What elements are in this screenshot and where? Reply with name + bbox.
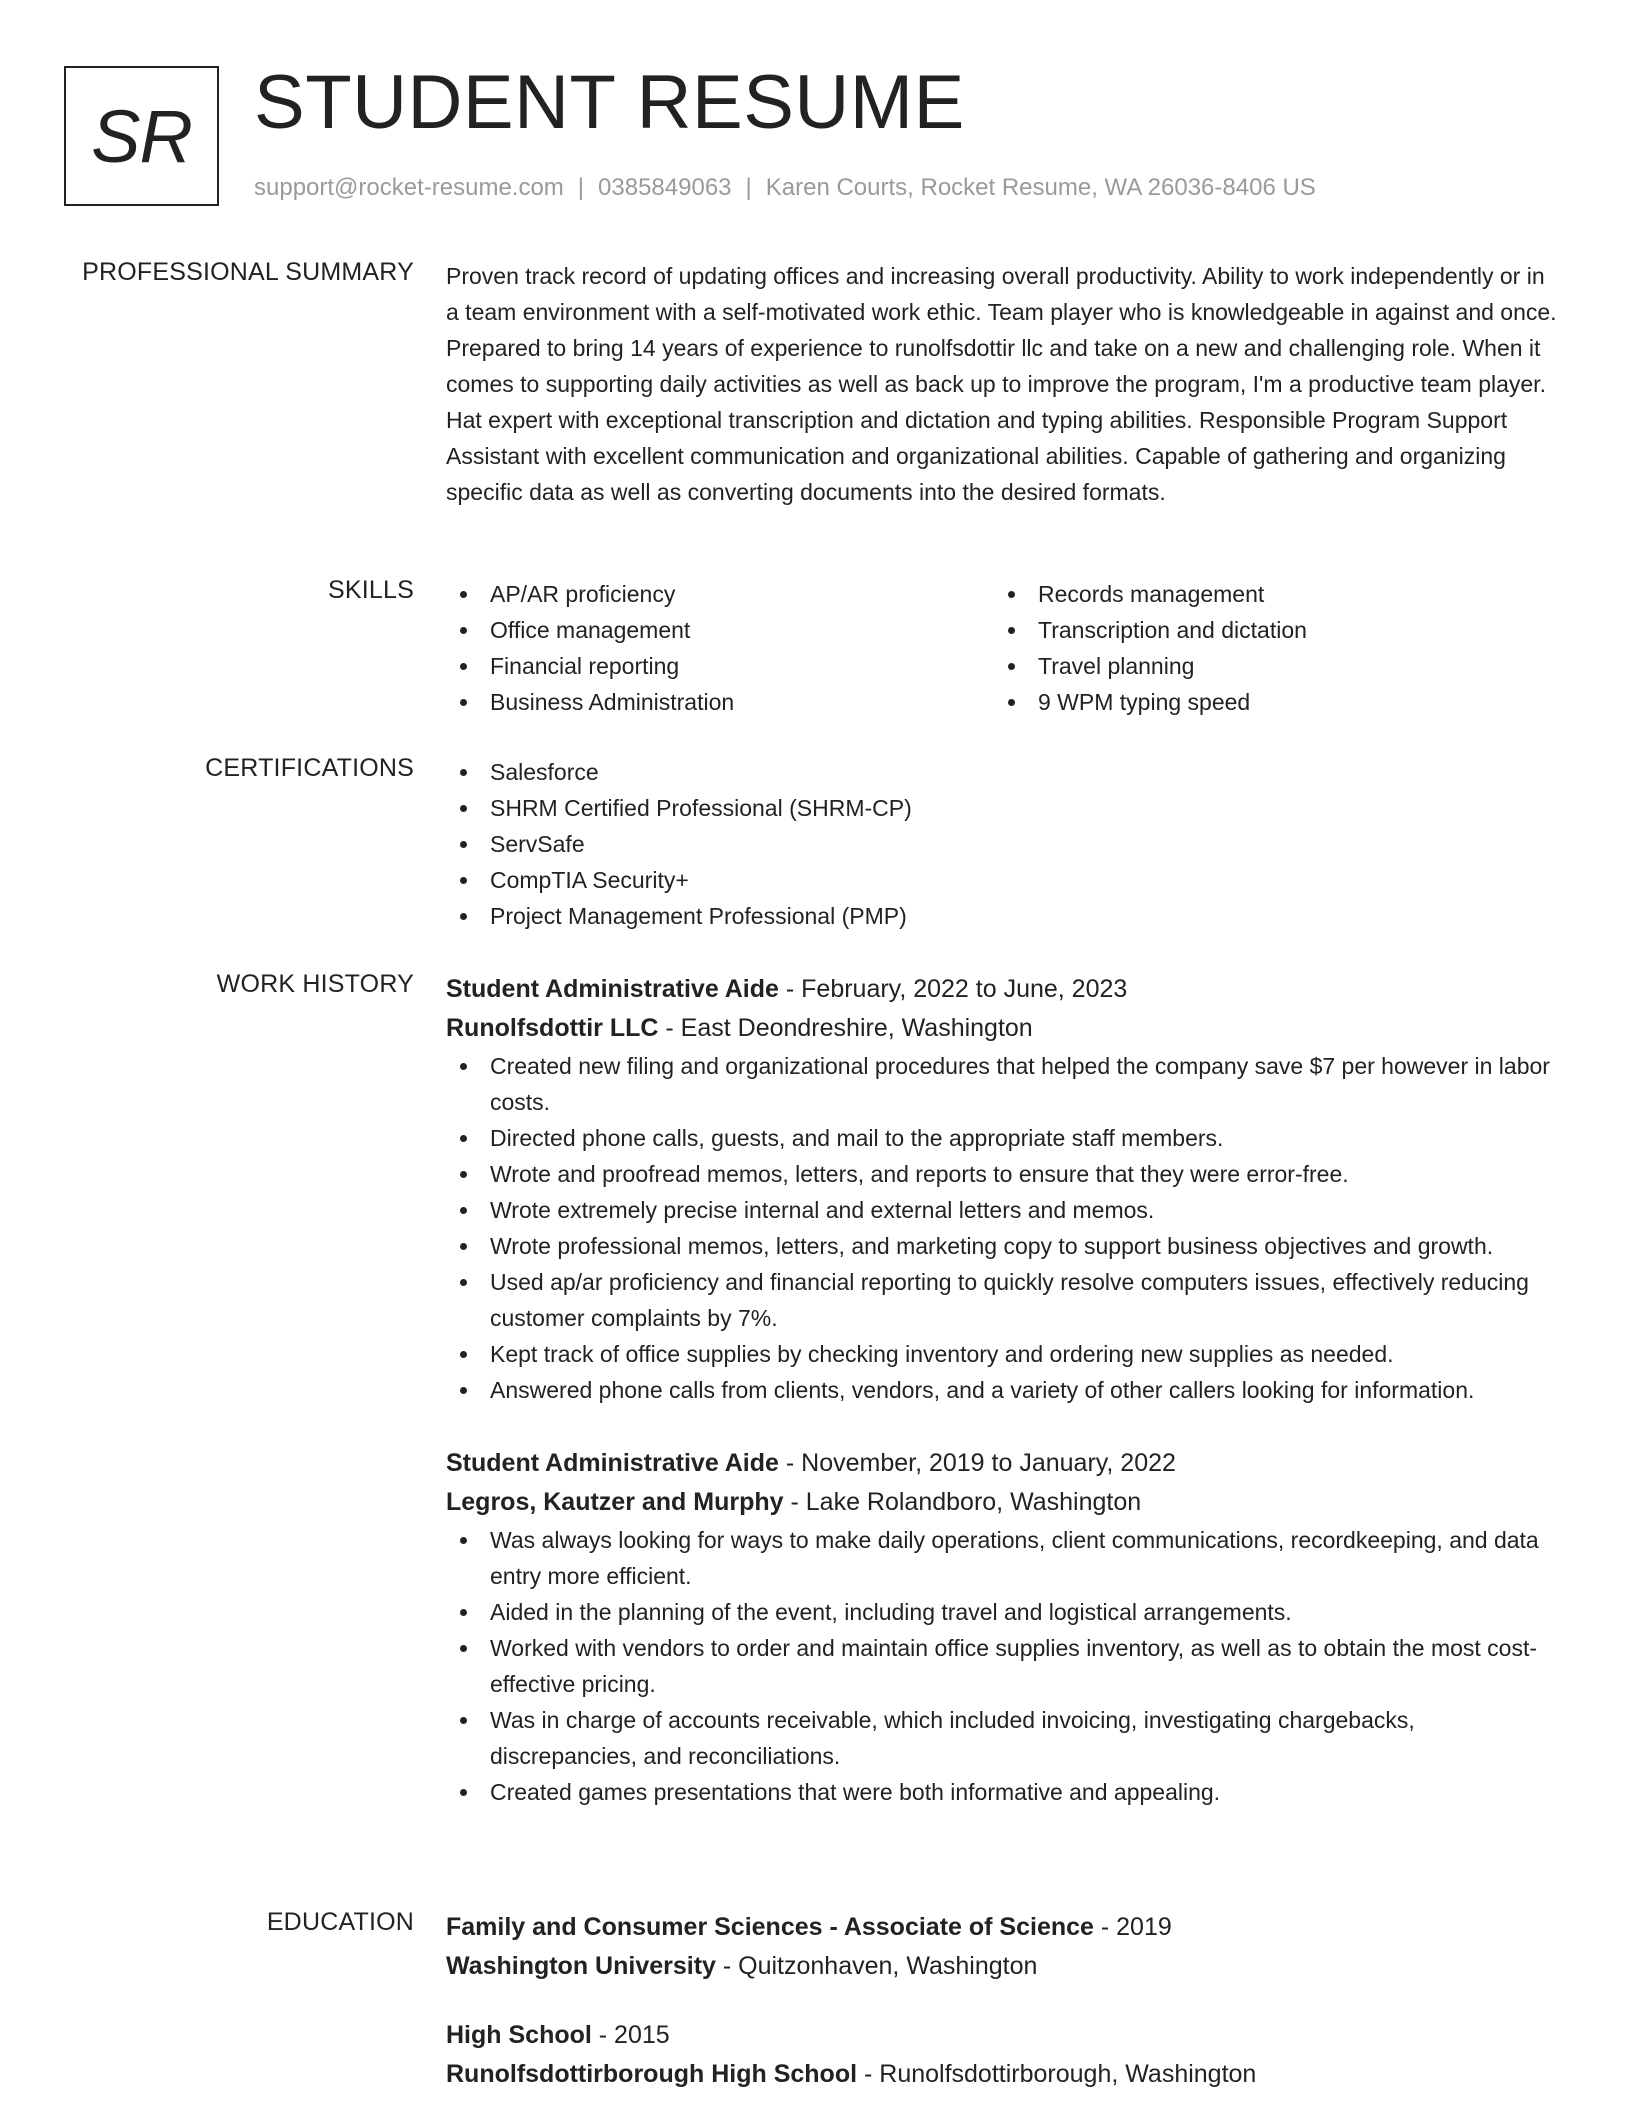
section-heading-summary: PROFESSIONAL SUMMARY [82,258,414,286]
job-bullet: Was in charge of accounts receivable, which included invoicing, investigating chargebacks, discrepancies, and reconciliations. [446,1702,1561,1774]
job-entry [446,970,1561,1408]
school-name: Runolfsdottirborough High School [446,2060,858,2088]
school-name: Washington University [446,1952,716,1980]
job-bullet: Aided in the planning of the event, including travel and logistical arrangements. [446,1594,1561,1630]
job-bullets [446,1522,1561,1810]
summary-text: Proven track record of updating offices and increasing overall productivity. Ability to work independently or in a team environment with a self-motivated work ethic. Team player who is knowledgeable in against and once. Prepared to bring 14 years of experience to runolfsdottir llc and take on a new and challenging role. When it comes to supporting daily activities as well as back up to improve the program, I'm a productive team player. Hat expert with exceptional transcription and dictation and typing abilities. Responsible Program Support Assistant with excellent communication and organizational abilities. Capable of gathering and organizing specific data as well as converting documents into the desired formats. [446,263,1557,505]
job-company-line [446,1009,1561,1048]
skill-item: Office management [446,612,994,648]
contact-phone[interactable]: 0385849063 [598,174,732,201]
contact-separator: | [577,174,585,201]
education-entry [446,2016,1561,2094]
school-location: - Quitzonhaven, Washington [715,1952,1038,1980]
job-dates: - November, 2019 to January, 2022 [778,1449,1176,1477]
skill-item: AP/AR proficiency [446,576,994,612]
certification-item: SHRM Certified Professional (SHRM-CP) [446,790,1561,826]
school-line [446,2055,1561,2094]
job-company-line [446,1483,1561,1522]
skill-item: 9 WPM typing speed [994,684,1542,720]
job-title: Student Administrative Aide [446,1449,779,1477]
section-heading-certifications: CERTIFICATIONS [205,754,414,782]
monogram-text: SR [91,94,192,178]
job-bullet: Wrote and proofread memos, letters, and reports to ensure that they were error-free. [446,1156,1561,1192]
education-entry [446,1908,1561,1986]
certification-item: CompTIA Security+ [446,862,1561,898]
job-location: - East Deondreshire, Washington [658,1014,1033,1042]
degree-name: Family and Consumer Sciences - Associate of Science [446,1913,1094,1941]
degree-line [446,2016,1561,2055]
degree-line [446,1908,1561,1947]
resume-title: STUDENT RESUME [254,60,965,145]
skill-item: Travel planning [994,648,1542,684]
job-title-line [446,970,1561,1009]
job-bullets [446,1048,1561,1408]
job-title-line [446,1444,1561,1483]
skill-item: Transcription and dictation [994,612,1542,648]
job-company: Runolfsdottir LLC [446,1014,659,1042]
job-bullet: Kept track of office supplies by checking inventory and ordering new supplies as needed. [446,1336,1561,1372]
job-location: - Lake Rolandboro, Washington [783,1488,1142,1516]
degree-year: - 2015 [591,2021,670,2049]
job-bullet: Used ap/ar proficiency and financial reporting to quickly resolve computers issues, effectively reducing customer complaints by 7%. [446,1264,1561,1336]
skills-list-left [446,576,994,720]
job-company: Legros, Kautzer and Murphy [446,1488,784,1516]
job-bullet: Directed phone calls, guests, and mail to the appropriate staff members. [446,1120,1561,1156]
job-bullet: Wrote extremely precise internal and external letters and memos. [446,1192,1561,1228]
contact-line [254,174,1316,202]
certification-item: Salesforce [446,754,1561,790]
job-bullet: Worked with vendors to order and maintain office supplies inventory, as well as to obtain the most cost-effective pricing. [446,1630,1561,1702]
skill-item: Business Administration [446,684,994,720]
skills-list-right [994,576,1542,720]
degree-name: High School [446,2021,592,2049]
degree-year: - 2019 [1093,1913,1172,1941]
job-bullet: Created new filing and organizational procedures that helped the company save $7 per however in labor costs. [446,1048,1561,1120]
job-bullet: Was always looking for ways to make daily operations, client communications, recordkeeping, and data entry more efficient. [446,1522,1561,1594]
job-dates: - February, 2022 to June, 2023 [778,975,1128,1003]
school-line [446,1947,1561,1986]
section-heading-skills: SKILLS [328,576,414,604]
job-bullet: Created games presentations that were both informative and appealing. [446,1774,1561,1810]
contact-address: Karen Courts, Rocket Resume, WA 26036-8406 US [765,174,1316,201]
contact-separator: | [745,174,752,201]
skill-item: Financial reporting [446,648,994,684]
certifications-list [446,754,1561,934]
certification-item: Project Management Professional (PMP) [446,898,1561,934]
job-title: Student Administrative Aide [446,975,779,1003]
school-location: - Runolfsdottirborough, Washington [857,2060,1257,2088]
monogram-badge [64,66,219,206]
certification-item: ServSafe [446,826,1561,862]
job-bullet: Answered phone calls from clients, vendors, and a variety of other callers looking for information. [446,1372,1561,1408]
job-entry [446,1444,1561,1810]
job-bullet: Wrote professional memos, letters, and marketing copy to support business objectives and growth. [446,1228,1561,1264]
section-heading-work-history: WORK HISTORY [216,970,414,998]
section-heading-education: EDUCATION [266,1908,414,1936]
contact-email[interactable]: support@rocket-resume.com [254,174,564,201]
skill-item: Records management [994,576,1542,612]
